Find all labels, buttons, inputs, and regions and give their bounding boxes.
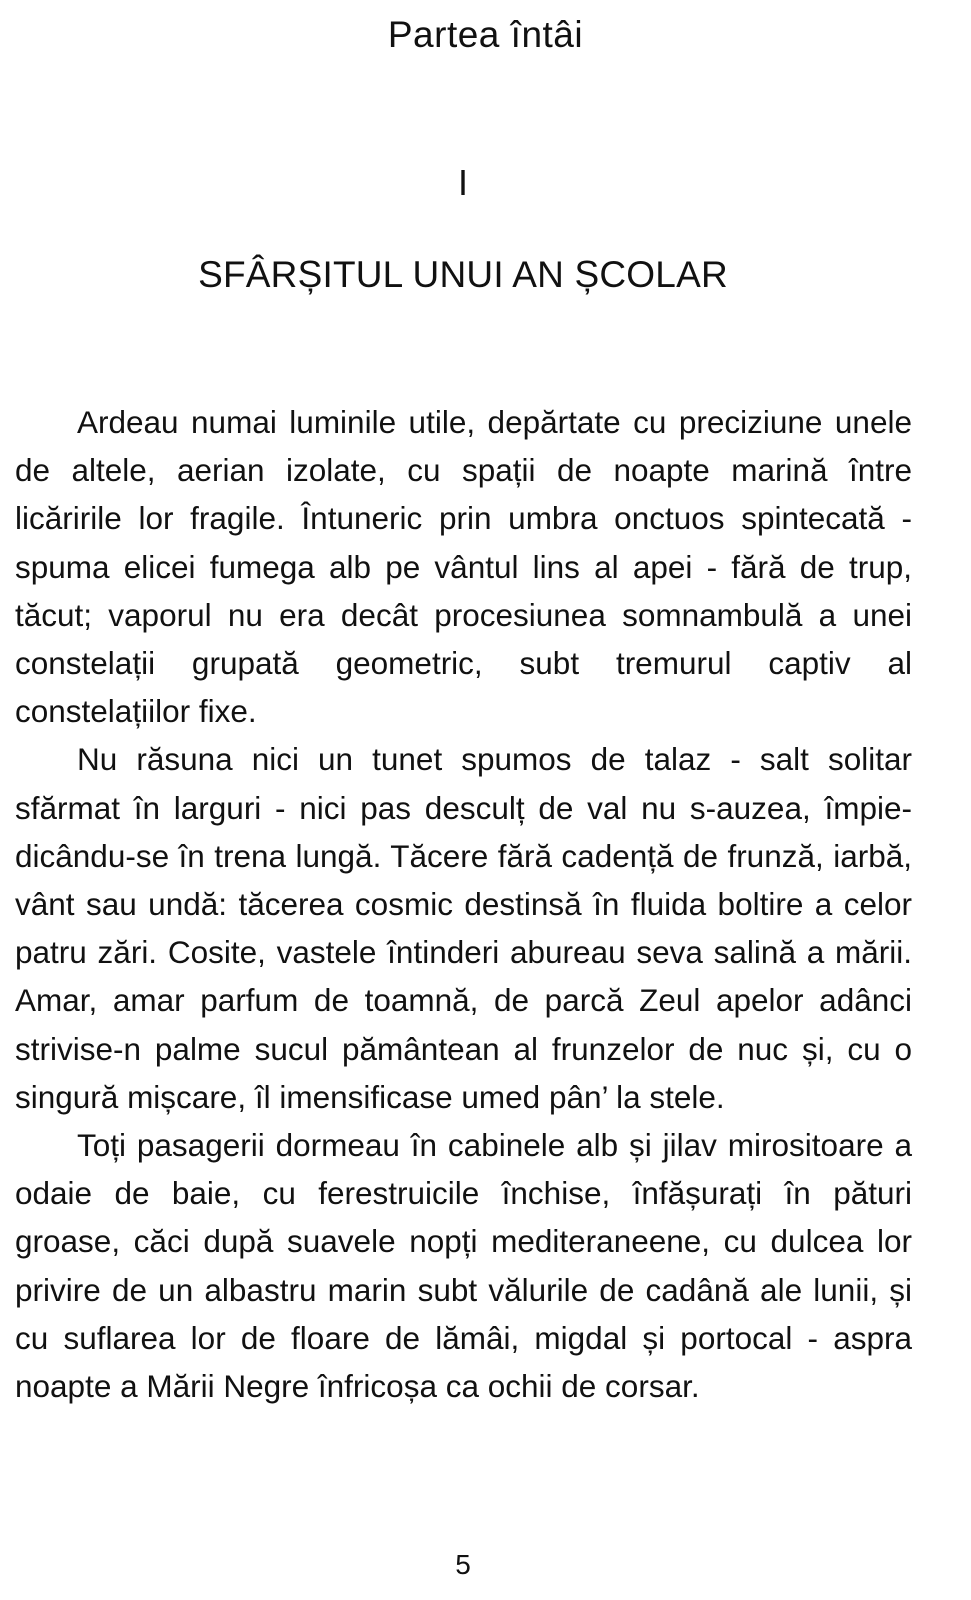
part-title: Partea întâi bbox=[387, 14, 584, 55]
page-number: 5 bbox=[455, 1549, 471, 1580]
body-text bbox=[15, 398, 912, 1410]
paragraph-2: Nu răsuna nici un tunet spumos de talaz - salt solitar sfărmat în larguri - nici pas desculț de val nu s-auzea, împiedicându-se în trena lungă. Tăcere fără cadență de frunză, iarbă, vânt sau undă: tăcerea cosmic destinsă în fluida boltire a celor patru zări. Cosite, vastele întinderi abureau seva salină a mării. Amar, amar parfum de toamnă, de parcă Zeul apelor adânci strivise-n palme sucul pământean al frunzelor de nuc și, cu o singură mișcare, îl imensificase umed pân’ la stele. bbox=[15, 741, 912, 1115]
chapter-number: I bbox=[457, 162, 468, 203]
chapter-title: SFÂRȘITUL UNUI AN ȘCOLAR bbox=[198, 254, 728, 295]
paragraph-1: Ardeau numai luminile utile, depărtate cu preciziune unele de altele, aerian izolate, cu spații de noapte marină între licăririle lor fragile. Întuneric prin umbra onctuos spintecată - spuma elicei fumega alb pe vântul lins al apei - fără de trup, tăcut; vaporul nu era decât procesiunea somnambulă a unei constelații grupată geometric, subt tremurul captiv al constelațiilor fixe. bbox=[15, 404, 912, 730]
paragraph-3: Toți pasagerii dormeau în cabinele alb și jilav mirositoare a odaie de baie, cu ferestruicile închise, înfășurați în pături groase, căci după suavele nopți mediteraneene, cu dulcea lor privire de un albastru marin subt vălurile de cadână ale lunii, și cu suflarea lor de floare de lămâi, migdal și portocal - aspra noapte a Mării Negre înfricoșa ca ochii de corsar. bbox=[15, 1127, 912, 1405]
